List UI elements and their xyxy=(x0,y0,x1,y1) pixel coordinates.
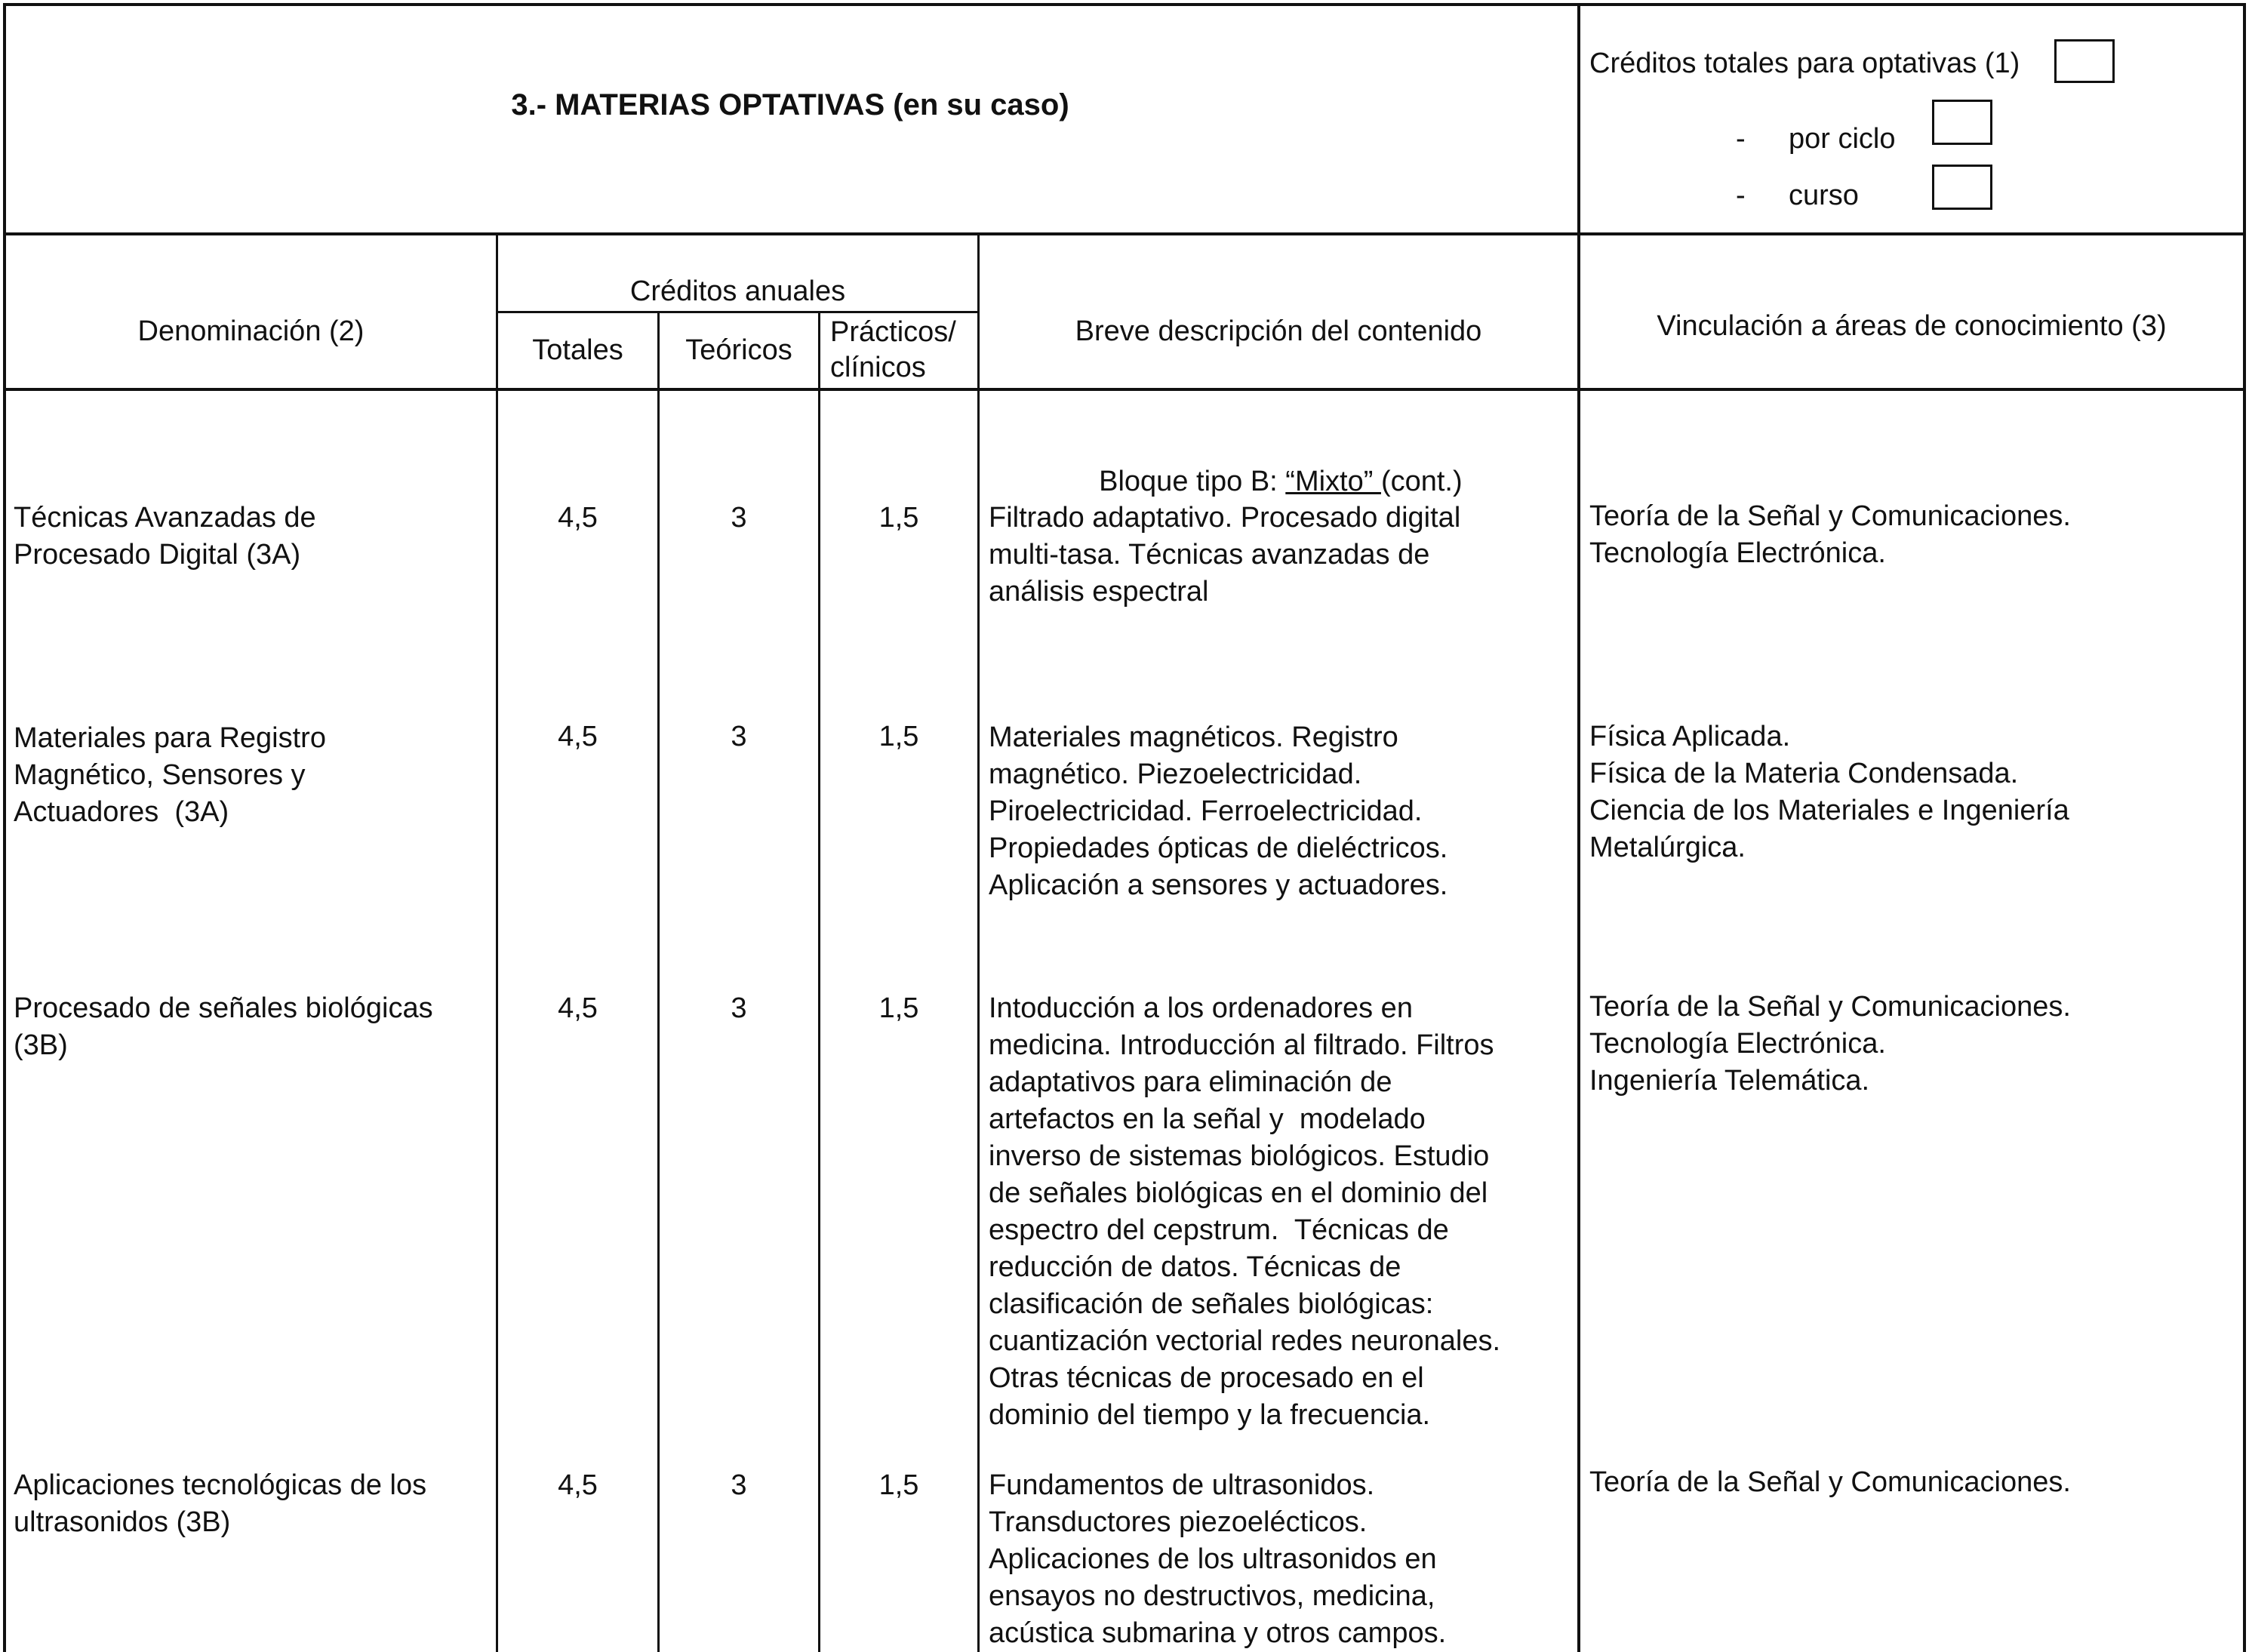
col-line-descripcion xyxy=(1577,3,1580,1652)
row-area-line: Física Aplicada. xyxy=(1589,721,1791,752)
por-ciclo-label: por ciclo xyxy=(1789,123,1896,155)
row-desc-line: ensayos no destructivos, medicina, xyxy=(989,1580,1435,1612)
page-title: 3.- MATERIAS OPTATIVAS (en su caso) xyxy=(511,88,1069,122)
row-area-line: Teoría de la Señal y Comunicaciones. xyxy=(1589,1466,2071,1498)
row-name-line: Técnicas Avanzadas de xyxy=(14,502,316,534)
row-desc-line: Piroelectricidad. Ferroelectricidad. xyxy=(989,795,1423,827)
row-teoricos: 3 xyxy=(731,502,747,534)
curso-dash: - xyxy=(1736,180,1746,211)
row-desc-line: de señales biológicas en el dominio del xyxy=(989,1177,1488,1209)
row-practicos: 1,5 xyxy=(878,992,919,1024)
row-desc-line: Materiales magnéticos. Registro xyxy=(989,721,1398,753)
row-desc-line: multi-tasa. Técnicas avanzadas de xyxy=(989,539,1430,571)
row-practicos: 1,5 xyxy=(878,721,919,752)
col-header-practicos-line2: clínicos xyxy=(830,352,926,383)
table-border-left xyxy=(3,3,6,1652)
row-totales: 4,5 xyxy=(558,1469,598,1501)
row-desc-line: espectro del cepstrum. Técnicas de xyxy=(989,1214,1449,1246)
row-desc-line: Otras técnicas de procesado en el xyxy=(989,1362,1424,1394)
row-name-line: Procesado Digital (3A) xyxy=(14,539,301,571)
col-line-denominacion xyxy=(496,234,498,1652)
row-desc-line: Fundamentos de ultrasonidos. xyxy=(989,1469,1375,1501)
row-desc-line: medicina. Introducción al filtrado. Filtros xyxy=(989,1029,1494,1061)
col-header-practicos-line1: Prácticos/ xyxy=(830,316,956,348)
row-teoricos: 3 xyxy=(731,992,747,1024)
row-desc-line: Intoducción a los ordenadores en xyxy=(989,992,1413,1024)
creditos-subheader-divider xyxy=(498,311,980,313)
row-desc-line: Propiedades ópticas de dieléctricos. xyxy=(989,832,1448,864)
curso-box xyxy=(1932,165,1992,210)
row-name-line: Aplicaciones tecnológicas de los xyxy=(14,1469,427,1501)
col-header-totales: Totales xyxy=(532,334,623,366)
row-totales: 4,5 xyxy=(558,992,598,1024)
row-practicos: 1,5 xyxy=(878,1469,919,1501)
row-area-line: Ingeniería Telemática. xyxy=(1589,1065,1870,1097)
row-desc-line: Aplicación a sensores y actuadores. xyxy=(989,869,1448,901)
block-label-prefix: Bloque tipo B: xyxy=(1099,466,1286,497)
row-desc-line: cuantización vectorial redes neuronales. xyxy=(989,1325,1501,1357)
row-name-line: (3B) xyxy=(14,1029,68,1061)
col-header-creditos-anuales: Créditos anuales xyxy=(629,275,846,307)
row-name-line: Materiales para Registro xyxy=(14,722,326,754)
row-area-line: Tecnología Electrónica. xyxy=(1589,1028,1886,1060)
row-practicos: 1,5 xyxy=(878,502,919,534)
row-desc-line: inverso de sistemas biológicos. Estudio xyxy=(989,1140,1490,1172)
row-totales: 4,5 xyxy=(558,721,598,752)
row-desc-line: clasificación de señales biológicas: xyxy=(989,1288,1434,1320)
col-header-teoricos: Teóricos xyxy=(685,334,792,366)
row-name-line: Magnético, Sensores y xyxy=(14,759,306,791)
row-teoricos: 3 xyxy=(731,1469,747,1501)
row-area-line: Metalúrgica. xyxy=(1589,832,1746,863)
row-desc-line: reducción de datos. Técnicas de xyxy=(989,1251,1401,1283)
por-ciclo-dash: - xyxy=(1736,123,1746,155)
row-desc-line: acústica submarina y otros campos. xyxy=(989,1617,1447,1649)
row-desc-line: magnético. Piezoelectricidad. xyxy=(989,758,1362,790)
row-area-line: Teoría de la Señal y Comunicaciones. xyxy=(1589,500,2071,532)
credits-total-label: Créditos totales para optativas (1) xyxy=(1589,48,2020,79)
row-desc-line: Aplicaciones de los ultrasonidos en xyxy=(989,1543,1437,1575)
row-area-line: Ciencia de los Materiales e Ingeniería xyxy=(1589,795,2069,826)
header-divider xyxy=(3,232,2246,235)
row-desc-line: Filtrado adaptativo. Procesado digital xyxy=(989,502,1461,534)
col-line-practicos xyxy=(977,234,980,1652)
col-header-descripcion: Breve descripción del contenido xyxy=(1075,315,1482,347)
row-area-line: Física de la Materia Condensada. xyxy=(1589,758,2019,789)
row-name-line: Procesado de señales biológicas xyxy=(14,992,433,1024)
row-desc-line: Transductores piezoelécticos. xyxy=(989,1506,1368,1538)
credits-total-box xyxy=(2054,39,2115,83)
row-name-line: Actuadores (3A) xyxy=(14,796,229,828)
row-area-line: Tecnología Electrónica. xyxy=(1589,537,1886,569)
col-header-denominacion: Denominación (2) xyxy=(137,315,365,347)
row-totales: 4,5 xyxy=(558,502,598,534)
table-border-top xyxy=(3,3,2246,6)
row-area-line: Teoría de la Señal y Comunicaciones. xyxy=(1589,991,2071,1023)
row-desc-line: artefactos en la señal y modelado xyxy=(989,1103,1426,1135)
row-teoricos: 3 xyxy=(731,721,747,752)
column-header-divider xyxy=(3,388,2246,391)
por-ciclo-box xyxy=(1932,100,1992,145)
row-desc-line: adaptativos para eliminación de xyxy=(989,1066,1392,1098)
block-label-name: “Mixto” xyxy=(1285,466,1381,497)
block-label xyxy=(1083,426,1463,500)
row-desc-line: dominio del tiempo y la frecuencia. xyxy=(989,1399,1431,1431)
row-desc-line: análisis espectral xyxy=(989,576,1209,608)
row-name-line: ultrasonidos (3B) xyxy=(14,1506,231,1538)
col-header-vinculacion: Vinculación a áreas de conocimiento (3) xyxy=(1657,310,2167,342)
block-label-suffix: (cont.) xyxy=(1380,466,1463,497)
table-border-right xyxy=(2243,3,2246,1652)
curso-label: curso xyxy=(1789,180,1859,211)
